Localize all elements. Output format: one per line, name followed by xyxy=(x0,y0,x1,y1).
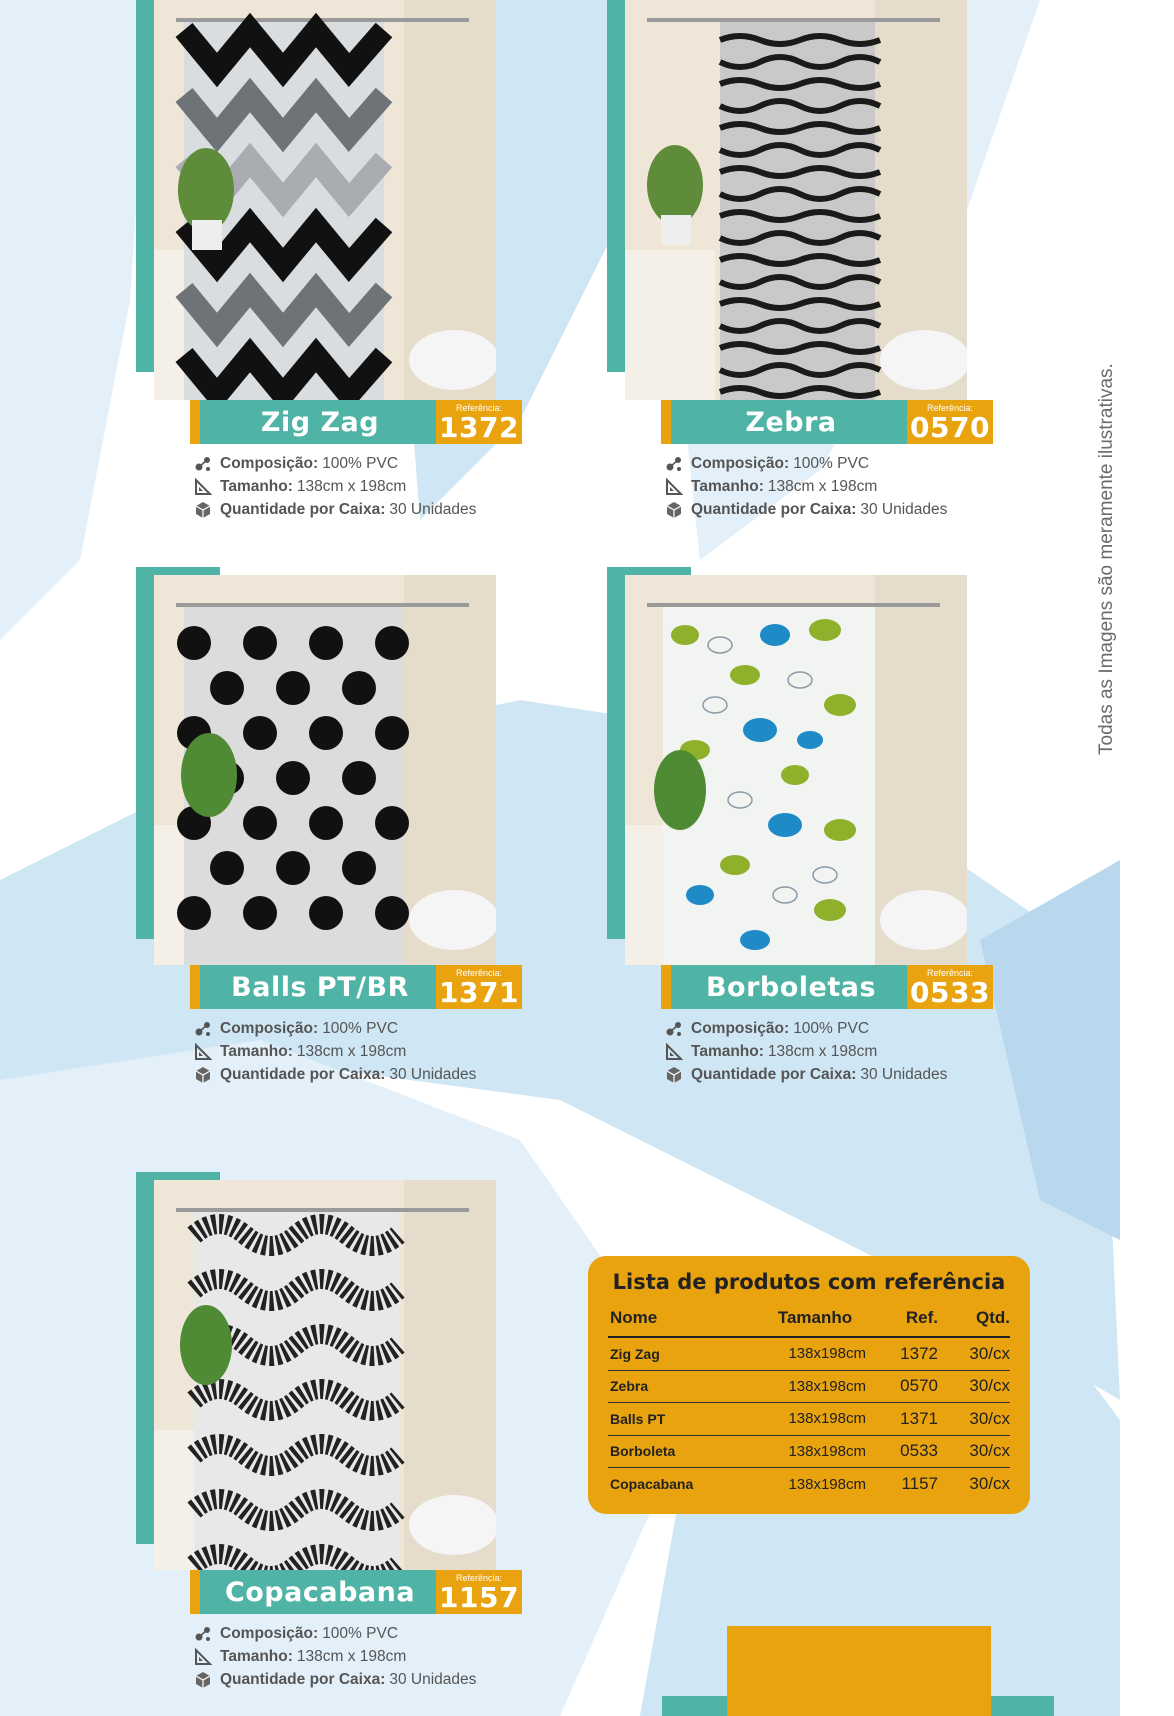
spec-composition: Composição: 100% PVC xyxy=(661,1017,1041,1040)
product-name: Zebra xyxy=(745,406,837,438)
product-photo xyxy=(154,1180,496,1570)
table-row: Zig Zag 138x198cm 1372 30/cx xyxy=(608,1338,1010,1371)
spec-composition: Composição: 100% PVC xyxy=(190,1017,570,1040)
product-name-bar xyxy=(661,965,990,1009)
product-specs xyxy=(190,1017,570,1086)
product-card-zebra xyxy=(607,0,1027,520)
ruler-triangle-icon xyxy=(190,478,216,496)
molecule-icon xyxy=(661,1020,687,1038)
molecule-icon xyxy=(190,1020,216,1038)
product-photo xyxy=(154,0,496,400)
spec-size: Tamanho: 138cm x 198cm xyxy=(190,1645,570,1668)
spec-size: Tamanho: 138cm x 198cm xyxy=(661,1040,1041,1063)
table-row: Zebra 138x198cm 0570 30/cx xyxy=(608,1371,1010,1404)
product-specs xyxy=(661,452,1041,521)
spec-composition: Composição: 100% PVC xyxy=(661,452,1041,475)
ruler-triangle-icon xyxy=(190,1648,216,1666)
table-row: Balls PT 138x198cm 1371 30/cx xyxy=(608,1403,1010,1436)
reference-number: 1371 xyxy=(439,976,519,1009)
spec-size: Tamanho: 138cm x 198cm xyxy=(661,475,1041,498)
spec-quantity: Quantidade por Caixa: 30 Unidades xyxy=(190,498,570,521)
product-card-zig-zag xyxy=(136,0,556,520)
box-icon xyxy=(190,1066,216,1084)
product-name: Copacabana xyxy=(224,1576,416,1608)
reference-number: 1157 xyxy=(439,1581,519,1614)
product-photo xyxy=(154,575,496,965)
reference-number: 0570 xyxy=(910,411,990,444)
product-list-table xyxy=(588,1256,1030,1514)
table-row: Borboleta 138x198cm 0533 30/cx xyxy=(608,1436,1010,1469)
spec-quantity: Quantidade por Caixa: 30 Unidades xyxy=(661,498,1041,521)
reference-badge: Referência: 1157 xyxy=(436,1570,522,1614)
footer-teal-strip-right xyxy=(991,1696,1054,1716)
spec-quantity: Quantidade por Caixa: 30 Unidades xyxy=(190,1063,570,1086)
product-specs xyxy=(190,1622,570,1691)
product-photo xyxy=(625,0,967,400)
product-name: Zig Zag xyxy=(260,406,380,438)
product-name: Balls PT/BR xyxy=(231,971,409,1003)
molecule-icon xyxy=(661,455,687,473)
product-photo xyxy=(625,575,967,965)
box-icon xyxy=(661,1066,687,1084)
spec-composition: Composição: 100% PVC xyxy=(190,1622,570,1645)
spec-size: Tamanho: 138cm x 198cm xyxy=(190,475,570,498)
reference-badge: Referência: 0533 xyxy=(907,965,993,1009)
reference-badge: Referência: 1371 xyxy=(436,965,522,1009)
spec-composition: Composição: 100% PVC xyxy=(190,452,570,475)
product-specs xyxy=(661,1017,1041,1086)
spec-size: Tamanho: 138cm x 198cm xyxy=(190,1040,570,1063)
footer-teal-strip-left xyxy=(662,1696,727,1716)
box-icon xyxy=(661,501,687,519)
reference-number: 1372 xyxy=(439,411,519,444)
box-icon xyxy=(190,1671,216,1689)
product-name-bar xyxy=(661,400,990,444)
product-name-bar xyxy=(190,965,519,1009)
table-row: Copacabana 138x198cm 1157 30/cx xyxy=(610,1474,1010,1494)
box-icon xyxy=(190,501,216,519)
reference-badge: Referência: 0570 xyxy=(907,400,993,444)
product-specs xyxy=(190,452,570,521)
product-name: Borboletas xyxy=(705,971,877,1003)
footer-orange-block xyxy=(727,1626,991,1716)
molecule-icon xyxy=(190,1625,216,1643)
disclaimer-text: Todas as Imagens são meramente ilustrativas. xyxy=(1096,363,1117,755)
table-title: Lista de produtos com referência xyxy=(612,1270,1006,1294)
ruler-triangle-icon xyxy=(190,1043,216,1061)
product-name-bar xyxy=(190,1570,519,1614)
ruler-triangle-icon xyxy=(661,1043,687,1061)
molecule-icon xyxy=(190,455,216,473)
spec-quantity: Quantidade por Caixa: 30 Unidades xyxy=(190,1668,570,1691)
table-header: Nome Tamanho Ref. Qtd. xyxy=(608,1300,1010,1338)
reference-badge: Referência: 1372 xyxy=(436,400,522,444)
spec-quantity: Quantidade por Caixa: 30 Unidades xyxy=(661,1063,1041,1086)
product-card-borboletas xyxy=(607,565,1027,1085)
product-card-balls xyxy=(136,565,556,1085)
product-name-bar xyxy=(190,400,519,444)
reference-number: 0533 xyxy=(910,976,990,1009)
product-card-copacabana xyxy=(136,1170,556,1690)
ruler-triangle-icon xyxy=(661,478,687,496)
